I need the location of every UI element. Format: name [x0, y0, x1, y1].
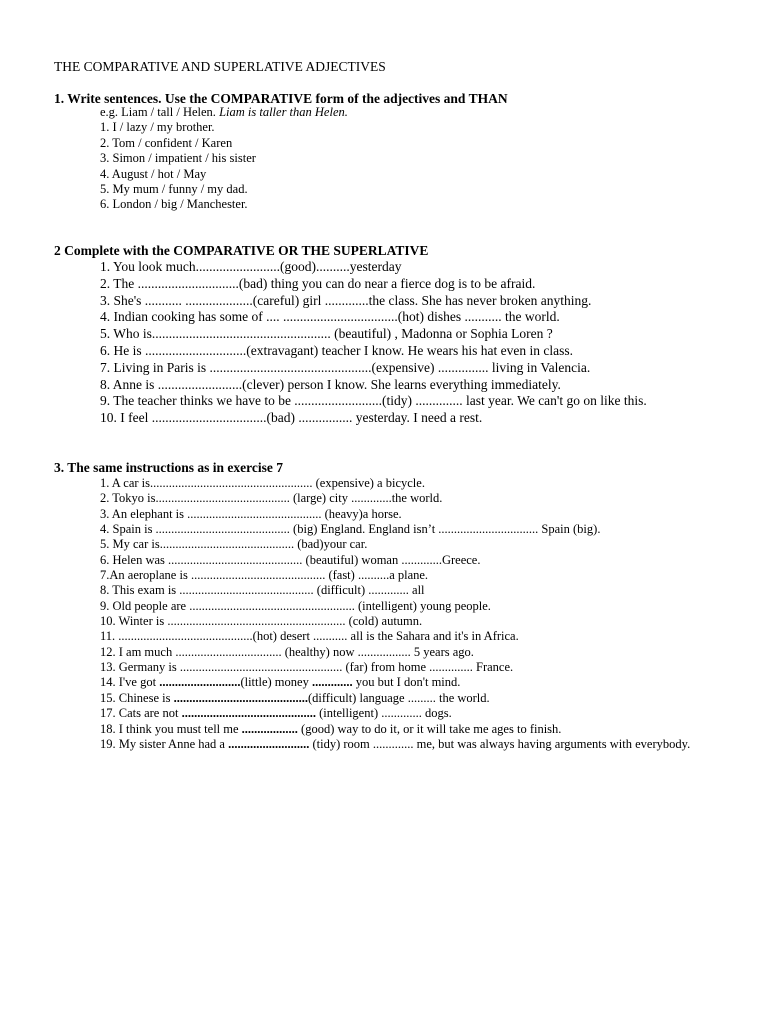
item-text: 15. Chinese is [100, 690, 174, 705]
section2-heading: 2 Complete with the COMPARATIVE OR THE SUPERLATIVE [54, 243, 429, 258]
section3-heading: 3. The same instructions as in exercise 7 [54, 460, 283, 475]
item-text: (little) money [240, 675, 312, 690]
list-item: 4. August / hot / May [100, 166, 207, 181]
example-line [100, 105, 720, 120]
list-item: 1. You look much.........................(good)..........yesterday [100, 259, 402, 274]
item-text: 14. I've got [100, 675, 160, 690]
list-item: 5. My mum / funny / my dad. [100, 182, 248, 197]
example-prefix: e.g. Liam / tall / Helen. [100, 105, 220, 119]
item-text: (difficult) language ......... the world. [307, 690, 490, 705]
item-text: (intelligent) ............. dogs. [315, 706, 452, 721]
item-text: (tidy) room ............. me, but was always having arguments with everybody. [309, 736, 691, 751]
answer-blank: .......................... [159, 675, 241, 690]
answer-blank: ........................................... [181, 706, 316, 721]
answer-blank: ............. [311, 675, 353, 690]
list-item [100, 691, 720, 706]
list-item: 5. My car is........................................... (bad)your car. [100, 537, 368, 552]
item-text: (good) way to do it, or it will take me ages to finish. [297, 721, 562, 736]
list-item: 8. Anne is .........................(clever) person I know. She learns everything immediately. [100, 376, 561, 392]
list-item [100, 737, 720, 752]
list-item: 6. Helen was ........................................... (beautiful) woman .............Greece. [100, 552, 481, 567]
list-item: 13. Germany is .................................................... (far) from home .............. France. [100, 660, 514, 675]
list-item [100, 706, 720, 721]
list-item: 10. I feel ..................................(bad) ................ yesterday. I need a rest. [100, 410, 483, 426]
list-item: 6. He is ..............................(extravagant) teacher I know. He wears his hat even in class. [100, 342, 573, 358]
list-item: 1. A car is.................................................... (expensive) a bicycle. [100, 476, 425, 490]
list-item: 8. This exam is ........................................... (difficult) ............. all [100, 583, 425, 598]
list-item: 9. The teacher thinks we have to be ..........................(tidy) .............. last year. We can't go on like this. [100, 393, 647, 409]
item-text: you but I don't mind. [352, 675, 461, 690]
example-answer: Liam is taller than Helen. [219, 105, 348, 119]
list-item [100, 722, 720, 737]
list-item: 3. An elephant is ........................................... (heavy)a horse. [100, 506, 402, 521]
section2-list [100, 259, 720, 427]
list-item: 2. The ..............................(bad) thing you can do near a fierce dog is to be afraid. [100, 275, 536, 291]
section3-list [100, 476, 720, 752]
answer-blank: .......................... [228, 736, 310, 751]
item-text: 18. I think you must tell me [100, 721, 242, 736]
item-text: 19. My sister Anne had a [100, 736, 229, 751]
list-item: 2. Tokyo is........................................... (large) city .............the world. [100, 491, 443, 506]
list-item: 10. Winter is ......................................................... (cold) autumn. [100, 614, 423, 629]
list-item: 7.An aeroplane is ........................................... (fast) ..........a plane. [100, 568, 429, 583]
list-item: 11. ...........................................(hot) desert ........... all is the Sahara and it's in Africa. [100, 629, 519, 644]
list-item: 3. Simon / impatient / his sister [100, 151, 256, 166]
answer-blank: ........................................... [173, 690, 308, 705]
item-text: 17. Cats are not [100, 706, 182, 721]
list-item: 4. Spain is ........................................... (big) England. England isn’t ................................ Spain (big). [100, 522, 601, 537]
list-item: 1. I / lazy / my brother. [100, 120, 215, 135]
page-title: THE COMPARATIVE AND SUPERLATIVE ADJECTIVES [54, 59, 386, 74]
list-item: 2. Tom / confident / Karen [100, 135, 233, 150]
list-item [100, 675, 720, 690]
list-item: 6. London / big / Manchester. [100, 197, 248, 212]
answer-blank: .................. [241, 721, 298, 736]
section1-list [100, 105, 720, 213]
list-item: 12. I am much .................................. (healthy) now ................. 5 years ago. [100, 644, 474, 659]
list-item: 9. Old people are ..................................................... (intelligent) young people. [100, 598, 491, 613]
list-item: 5. Who is..................................................... (beautiful) , Madonna or Sophia Loren ? [100, 326, 553, 342]
list-item: 7. Living in Paris is ................................................(expensive) ............... living in Valencia. [100, 359, 591, 375]
list-item: 3. She's ........... ....................(careful) girl .............the class. She has never broken anything. [100, 292, 592, 308]
section1-heading: 1. Write sentences. Use the COMPARATIVE form of the adjectives and THAN [54, 91, 508, 106]
list-item: 4. Indian cooking has some of .... ..................................(hot) dishes ........... the world. [100, 309, 560, 325]
